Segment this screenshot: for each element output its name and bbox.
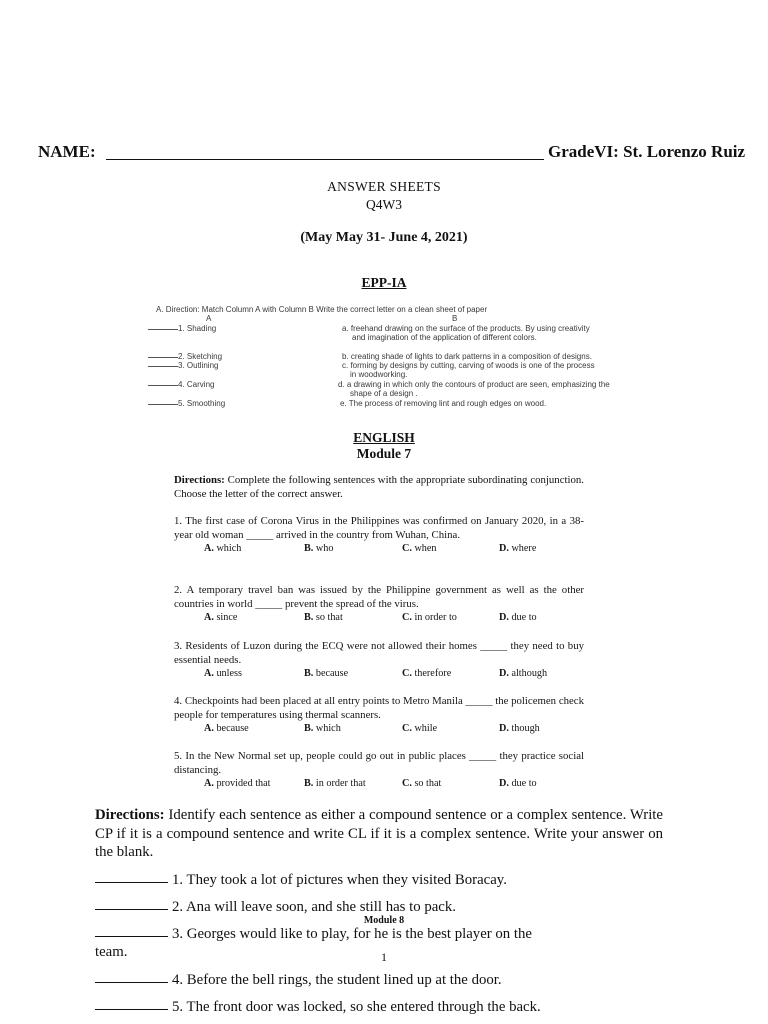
sentence-item-2: 2. Ana will leave soon, and she still has to pack. — [95, 899, 456, 916]
epp-section-title: EPP-IA — [361, 275, 407, 290]
answer-blank[interactable] — [148, 366, 178, 367]
epp-direction: A. Direction: Match Column A with Column B Write the correct letter on a clean sheet of paper — [156, 305, 488, 314]
page-title: ANSWER SHEETS — [327, 179, 441, 194]
epp-answer: e. The process of removing lint and rough edges on wood. — [340, 399, 547, 408]
epp-item: 2. Sketching — [148, 352, 222, 361]
choice-a[interactable]: A. which — [204, 543, 242, 554]
answer-blank[interactable] — [95, 936, 168, 937]
choice-c[interactable]: C. when — [402, 543, 437, 554]
choice-d[interactable]: D. due to — [499, 612, 537, 623]
sentence-item-4: 4. Before the bell rings, the student lined up at the door. — [95, 972, 502, 989]
question-text: 5. In the New Normal set up, people could go out in public places _____ they practice social distancing. — [174, 750, 584, 776]
choice-b[interactable]: B. in order that — [304, 778, 366, 789]
choice-b[interactable]: B. so that — [304, 612, 343, 623]
epp-answer: d. a drawing in which only the contours of product are seen, emphasizing the — [338, 380, 610, 389]
sentence-item-3: 3. Georges would like to play, for he is the best player on the — [95, 926, 532, 943]
question-2 — [174, 584, 584, 624]
name-row — [38, 142, 746, 164]
epp-matching-box — [148, 302, 644, 414]
question-4 — [174, 695, 584, 735]
date-range: (May May 31- June 4, 2021) — [300, 230, 468, 245]
page-number: 1 — [381, 950, 387, 964]
choice-c[interactable]: C. while — [402, 723, 438, 734]
compound-directions: Directions: Identify each sentence as either a compound sentence or a complex sentence. Write CP if it is a compound sentence and write CL if it is a complex sentence. Write your answer on the blank. — [95, 807, 663, 860]
choices — [174, 542, 584, 555]
answer-blank[interactable] — [148, 357, 178, 358]
module-7-title: Module 7 — [356, 446, 412, 461]
choice-a[interactable]: A. provided that — [204, 778, 271, 789]
epp-item: 1. Shading — [148, 324, 216, 333]
choice-d[interactable]: D. though — [499, 723, 540, 734]
choice-c[interactable]: C. in order to — [402, 612, 457, 623]
choice-b[interactable]: B. who — [304, 543, 334, 554]
answer-blank[interactable] — [95, 909, 168, 910]
column-a-label: A — [206, 314, 212, 323]
epp-item: 3. Outlining — [148, 361, 218, 370]
question-1 — [174, 515, 584, 555]
module7-directions: Directions: Complete the following sentences with the appropriate subordinating conjunction. Choose the letter of the correct answer. — [174, 474, 584, 500]
question-text: 2. A temporary travel ban was issued by the Philippine government as well as the other countries in world _____ prevent the spread of the virus. — [174, 584, 584, 610]
choice-c[interactable]: C. so that — [402, 778, 442, 789]
answer-blank[interactable] — [148, 404, 178, 405]
grade-label: GradeVI: St. Lorenzo Ruiz — [548, 142, 746, 161]
question-text: 4. Checkpoints had been placed at all entry points to Metro Manila _____ the policemen check people for temperatures using thermal scanners. — [174, 695, 584, 721]
choice-b[interactable]: B. which — [304, 723, 341, 734]
epp-answer: b. creating shade of lights to dark patterns in a composition of designs. — [342, 352, 592, 361]
question-text: 3. Residents of Luzon during the ECQ were not allowed their homes _____ they need to buy essential needs. — [174, 640, 584, 666]
answer-blank[interactable] — [148, 385, 178, 386]
name-blank-line[interactable] — [106, 159, 544, 160]
column-b-label: B — [452, 314, 458, 323]
choice-c[interactable]: C. therefore — [402, 668, 452, 679]
choice-a[interactable]: A. since — [204, 612, 238, 623]
answer-blank[interactable] — [95, 1009, 168, 1010]
choice-d[interactable]: D. where — [499, 543, 537, 554]
epp-answer-cont: in woodworking. — [350, 370, 408, 379]
choices — [174, 777, 584, 790]
choices — [174, 667, 584, 680]
choices — [174, 722, 584, 735]
epp-answer-cont: and imagination of the application of different colors. — [352, 333, 537, 342]
answer-blank[interactable] — [148, 329, 178, 330]
sentence-item-3-cont: team. — [95, 944, 128, 960]
sentence-item-5: 5. The front door was locked, so she entered through the back. — [95, 999, 541, 1016]
module-8-title: Module 8 — [363, 915, 405, 926]
english-section-title: ENGLISH — [353, 430, 415, 445]
epp-answer-cont: shape of a design . — [350, 389, 418, 398]
quarter-week: Q4W3 — [366, 197, 402, 212]
answer-blank[interactable] — [95, 982, 168, 983]
choice-d[interactable]: D. due to — [499, 778, 537, 789]
choices — [174, 611, 584, 624]
epp-answer: c. forming by designs by cutting, carving of woods is one of the process — [342, 361, 595, 370]
epp-item: 4. Carving — [148, 380, 214, 389]
choice-d[interactable]: D. although — [499, 668, 548, 679]
choice-a[interactable]: A. unless — [204, 668, 242, 679]
answer-blank[interactable] — [95, 882, 168, 883]
choice-b[interactable]: B. because — [304, 668, 349, 679]
epp-answer: a. freehand drawing on the surface of the products. By using creativity — [342, 324, 590, 333]
question-3 — [174, 640, 584, 680]
epp-item: 5. Smoothing — [148, 399, 225, 408]
sentence-item-1: 1. They took a lot of pictures when they visited Boracay. — [95, 872, 507, 889]
name-label: NAME: — [38, 142, 96, 161]
question-5 — [174, 750, 584, 790]
question-text: 1. The first case of Corona Virus in the Philippines was confirmed on January 2020, in a 38-year old woman _____ arrived in the country from Wuhan, China. — [174, 515, 584, 541]
choice-a[interactable]: A. because — [204, 723, 249, 734]
